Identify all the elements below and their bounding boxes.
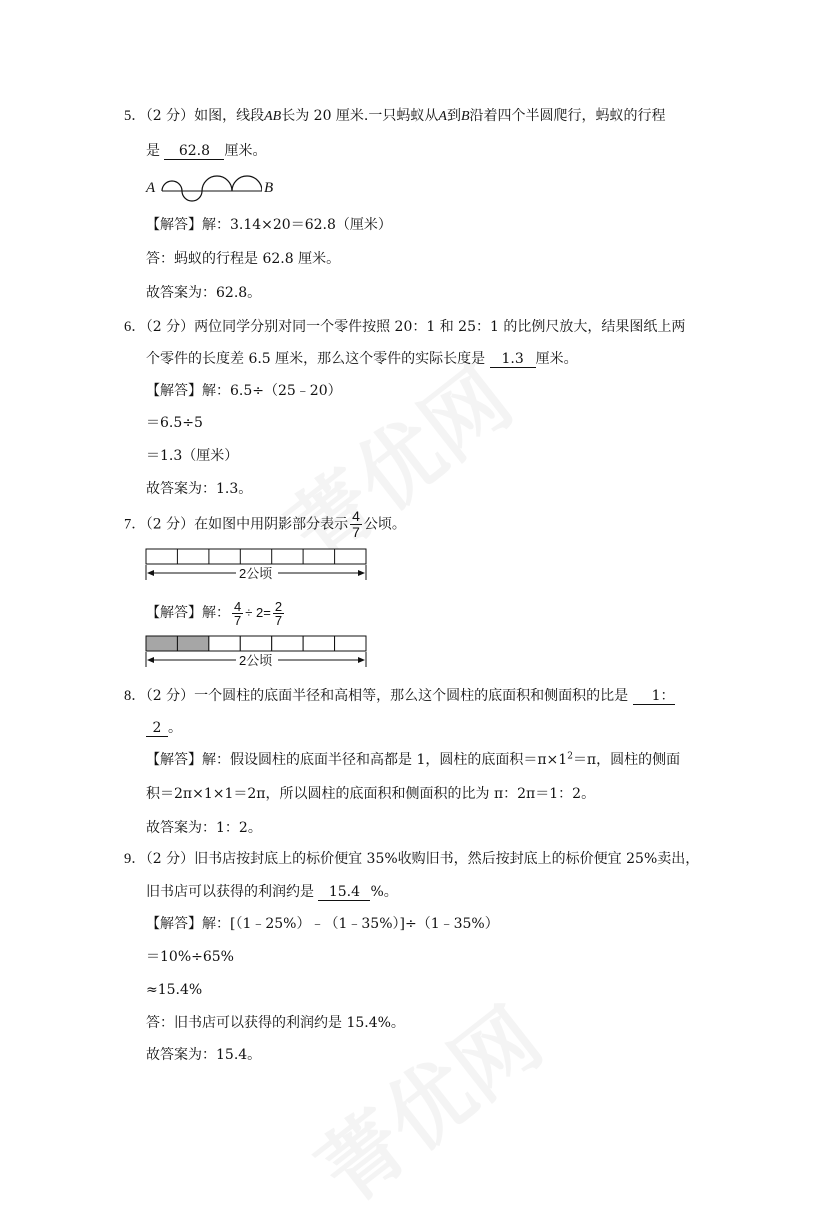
answer-blank: 15.4 xyxy=(318,884,370,901)
q6-line-2 xyxy=(146,349,578,369)
answer-blank: 1： xyxy=(633,688,675,705)
empty-cell xyxy=(209,636,240,651)
solution-tag: 【解答】 xyxy=(146,916,202,932)
fraction-denominator: 7 xyxy=(234,612,242,628)
bar-label: 2公顷 xyxy=(239,566,273,581)
q9-line-1 xyxy=(124,849,699,869)
q9-step-1: ＝10%÷65% xyxy=(146,949,234,965)
q9-solution xyxy=(146,914,499,934)
q6-line-1 xyxy=(124,317,685,337)
q9-text: %。 xyxy=(370,884,398,900)
q5-text: 长为 20 厘米.一只蚂蚁从 xyxy=(281,108,439,124)
q5-text: 如图，线段 xyxy=(194,108,265,124)
fraction-numerator: 4 xyxy=(234,598,242,614)
question-score: （2 分） xyxy=(145,688,195,704)
q5-text: 到 xyxy=(446,108,461,124)
q9-step-2: ≈15.4% xyxy=(146,982,203,998)
q5-text: 沿着四个半圆爬行，蚂蚁的行程 xyxy=(469,108,666,124)
q9-line-2 xyxy=(146,882,398,902)
q6-text: 个零件的长度差 6.5 厘米，那么这个零件的实际长度是 xyxy=(146,351,486,367)
q9-reply: 答：旧书店可以获得的利润约是 15.4%。 xyxy=(146,1015,405,1031)
solution-text: ＝π，圆柱的侧面 xyxy=(572,752,681,768)
q8-text: 一个圆柱的底面半径和高相等，那么这个圆柱的底面积和侧面积的比是 xyxy=(194,688,629,704)
answer-blank: 62.8 xyxy=(164,143,224,160)
question-number: 7． xyxy=(124,516,146,533)
q9-text: 旧书店按封底上的标价便宜 35%收购旧书，然后按封底上的标价便宜 25%卖出， xyxy=(194,851,700,867)
question-score: （2 分） xyxy=(145,516,195,533)
solution-text: 解： xyxy=(202,605,230,621)
q8-line-1 xyxy=(124,686,675,706)
figure-label-a: A xyxy=(146,180,156,196)
q6-text: 两位同学分别对同一个零件按照 20：1 和 25：1 的比例尺放大，结果图纸上两 xyxy=(194,319,686,335)
shaded-cell xyxy=(177,636,208,651)
q7-text: 公顷。 xyxy=(363,516,406,533)
q5-reply: 答：蚂蚁的行程是 62.8 厘米。 xyxy=(146,251,341,267)
q6-solution xyxy=(146,381,342,401)
q6-final: 故答案为：1.3。 xyxy=(146,481,253,497)
empty-cell xyxy=(303,636,334,651)
q5-line-2 xyxy=(146,141,266,161)
shaded-cell xyxy=(146,636,177,651)
solution-tag: 【解答】 xyxy=(146,752,202,768)
fraction-four-sevenths xyxy=(350,509,362,540)
solution-text: 解：6.5÷（25﹣20） xyxy=(202,383,342,399)
q6-step-2: ＝1.3（厘米） xyxy=(146,448,239,464)
q5-text: 厘米。 xyxy=(224,143,267,159)
empty-cell xyxy=(240,636,271,651)
superscript: 2 xyxy=(567,751,573,762)
empty-cell xyxy=(272,636,303,651)
question-number: 6． xyxy=(124,319,146,335)
q8-final: 故答案为：1：2。 xyxy=(146,820,262,836)
question-number: 9． xyxy=(124,851,146,867)
fraction-denominator: 7 xyxy=(274,612,283,628)
answer-blank: 1.3 xyxy=(490,351,536,368)
q9-final: 故答案为：15.4。 xyxy=(146,1047,262,1063)
fraction-four-sevenths xyxy=(232,600,243,627)
empty-cell xyxy=(335,636,366,651)
q5-ab: AB xyxy=(264,109,282,124)
q5-a: A xyxy=(438,109,447,124)
question-score: （2 分） xyxy=(145,851,195,867)
solution-tag: 【解答】 xyxy=(146,605,202,621)
solution-operator: ÷ 2= xyxy=(245,605,271,620)
solution-tag: 【解答】 xyxy=(146,383,202,399)
question-score: （2 分） xyxy=(145,319,195,335)
question-number: 5． xyxy=(124,108,146,124)
q7-solution xyxy=(146,596,286,630)
fraction-numerator: 2 xyxy=(274,598,283,614)
answer-blank: 2 xyxy=(146,720,168,737)
q8-solution-line-2: 积＝2π×1×1＝2π，所以圆柱的底面积和侧面积的比为 π：2π＝1：2。 xyxy=(146,786,596,802)
q6-step-1: ＝6.5÷5 xyxy=(146,415,203,431)
solution-tag: 【解答】 xyxy=(146,217,202,233)
q6-text: 厘米。 xyxy=(535,351,578,367)
q8-solution xyxy=(146,750,680,770)
q8-text: 。 xyxy=(168,720,182,736)
bar-label: 2公顷 xyxy=(239,653,273,668)
fraction-two-sevenths xyxy=(273,600,284,627)
q7-text: 在如图中用阴影部分表示 xyxy=(194,516,349,533)
solution-text: 解：[（1﹣25%）﹣（1﹣35%）]÷（1﹣35%） xyxy=(202,916,499,932)
q8-line-2 xyxy=(146,718,182,738)
solution-text: 解：3.14×20＝62.8（厘米） xyxy=(202,217,392,233)
question-score: （2 分） xyxy=(145,108,195,124)
question-number: 8． xyxy=(124,688,146,704)
fraction-denominator: 7 xyxy=(352,524,360,540)
solution-text: 解：假设圆柱的底面半径和高都是 1，圆柱的底面积＝π×1 xyxy=(202,752,568,768)
q9-text: 旧书店可以获得的利润约是 xyxy=(146,884,314,900)
q5-text: 是 xyxy=(146,143,160,159)
fraction-numerator: 4 xyxy=(352,508,360,524)
q5-solution xyxy=(146,215,392,235)
figure-label-b: B xyxy=(264,180,274,196)
semicircle-path-figure xyxy=(158,168,262,202)
q7-line-1 xyxy=(124,509,406,540)
q5-b: B xyxy=(460,109,470,124)
q5-final: 故答案为：62.8。 xyxy=(146,285,262,301)
q5-line-1 xyxy=(124,106,666,127)
